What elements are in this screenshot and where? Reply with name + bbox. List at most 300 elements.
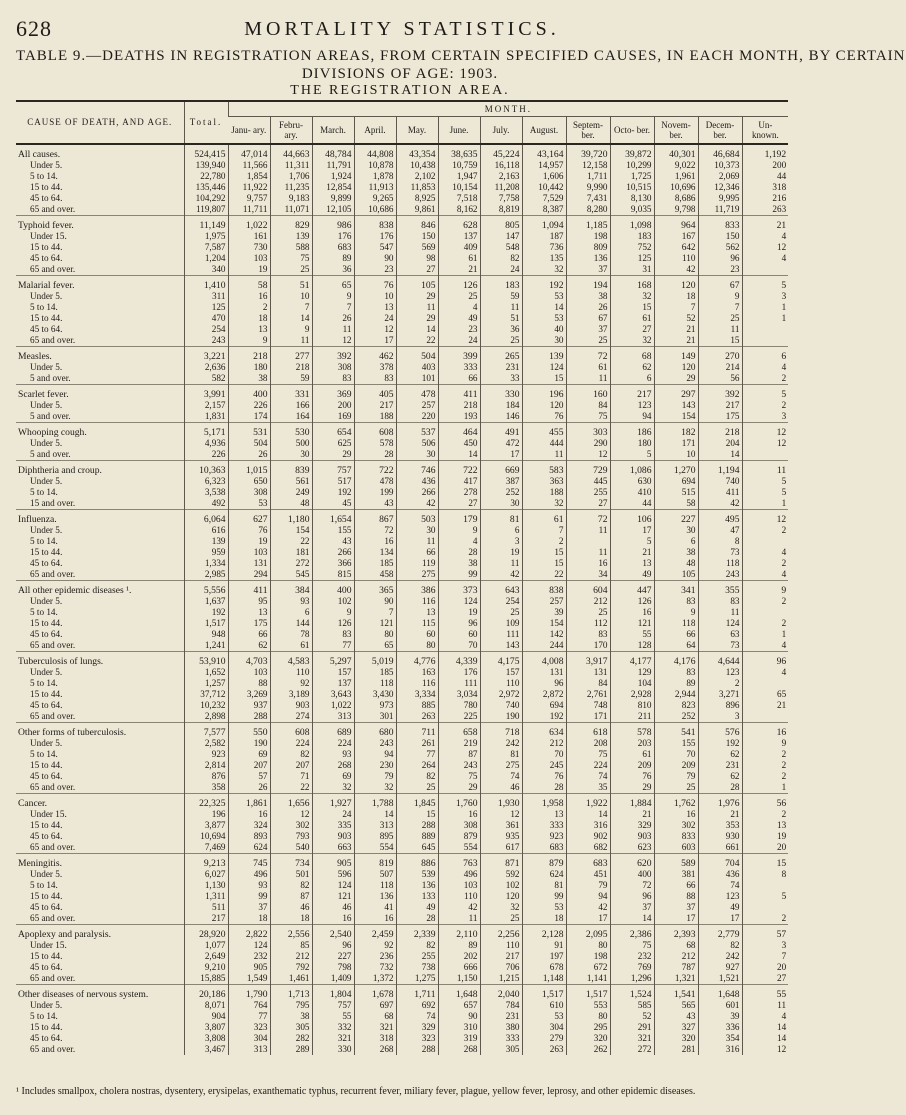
table-cell: 82 (698, 940, 742, 951)
table-cell: 231 (480, 1011, 522, 1022)
table-cell: 268 (312, 760, 354, 771)
table-cell: 65 (354, 640, 396, 652)
table-cell: 21 (698, 809, 742, 820)
row-label: 5 to 14. (30, 171, 58, 181)
table-cell: 4,583 (270, 652, 312, 668)
table-cell: 2,872 (522, 689, 566, 700)
table-cell: 169 (312, 411, 354, 423)
table-cell: 2,163 (480, 171, 522, 182)
table-cell: 1,275 (396, 973, 438, 985)
table-cell: 10,442 (522, 182, 566, 193)
table-cell: 3,991 (184, 385, 228, 401)
table-cell: 2,386 (610, 925, 654, 941)
table-cell: 66 (438, 373, 480, 385)
table-cell: 308 (312, 362, 354, 373)
table-cell: 217 (184, 913, 228, 925)
table-cell: 135 (522, 253, 566, 264)
table-cell: 183 (480, 276, 522, 292)
row-label: Under 5. (30, 667, 63, 677)
table-cell: 72 (354, 525, 396, 536)
table-cell: 9 (312, 291, 354, 302)
table-cell: 838 (354, 216, 396, 232)
table-cell: 218 (698, 423, 742, 439)
table-cell: 89 (438, 940, 480, 951)
table-cell: 207 (270, 760, 312, 771)
table-cell: 20,186 (184, 985, 228, 1001)
row-label: 5 to 14. (30, 749, 58, 759)
age-row (16, 951, 788, 962)
table-cell: 32 (610, 291, 654, 302)
table-cell: 125 (610, 253, 654, 264)
table-cell: 76 (522, 771, 566, 782)
table-cell: 323 (228, 1022, 270, 1033)
table-cell: 198 (566, 231, 610, 242)
table-cell: 22 (522, 569, 566, 581)
table-cell: 553 (566, 1000, 610, 1011)
table-cell: 7,758 (480, 193, 522, 204)
table-cell: 19 (742, 831, 788, 842)
table-cell: 83 (698, 596, 742, 607)
table-cell: 507 (354, 869, 396, 880)
table-cell: 25 (566, 607, 610, 618)
table-cell: 689 (312, 723, 354, 739)
table-cell: 112 (566, 618, 610, 629)
table-cell: 61 (270, 640, 312, 652)
table-cell: 603 (654, 842, 698, 854)
table-cell: 10,154 (438, 182, 480, 193)
table-cell: 78 (270, 629, 312, 640)
row-label: 5 to 14. (30, 1011, 58, 1021)
table-cell: 905 (312, 854, 354, 870)
table-cell: 3 (742, 411, 788, 423)
table-cell: 94 (610, 411, 654, 423)
table-cell: 12,854 (312, 182, 354, 193)
month-column-header: June. (438, 117, 480, 145)
table-cell: 478 (396, 385, 438, 401)
table-cell: 380 (480, 1022, 522, 1033)
row-label: 65 and over. (30, 1044, 76, 1054)
table-cell: 110 (480, 678, 522, 689)
table-cell: 136 (396, 880, 438, 891)
table-cell: 17 (654, 913, 698, 925)
table-cell: 21 (654, 324, 698, 335)
table-cell: 959 (184, 547, 228, 558)
table-cell: 22 (270, 782, 312, 794)
table-cell: 16 (438, 809, 480, 820)
table-cell: 82 (270, 749, 312, 760)
table-cell: 810 (610, 700, 654, 711)
row-label: 15 to 44. (30, 618, 63, 628)
table-cell: 4,703 (228, 652, 270, 668)
table-cell: 103 (438, 880, 480, 891)
table-cell: 320 (654, 1033, 698, 1044)
table-cell: 66 (228, 629, 270, 640)
table-cell: 541 (654, 723, 698, 739)
table-cell: 49 (698, 902, 742, 913)
table-cell: 2 (742, 913, 788, 925)
table-cell: 272 (270, 558, 312, 569)
table-cell: 12,346 (698, 182, 742, 193)
table-cell: 12 (742, 423, 788, 439)
table-cell: 1,215 (480, 973, 522, 985)
table-cell: 33 (480, 373, 522, 385)
table-cell: 1,541 (654, 985, 698, 1001)
table-cell: 524,415 (184, 144, 228, 160)
table-cell: 34 (566, 569, 610, 581)
table-cell: 288 (396, 1044, 438, 1055)
table-cell: 973 (354, 700, 396, 711)
row-label: Typhoid fever. (16, 216, 184, 232)
age-row (16, 678, 788, 689)
table-cell: 218 (438, 400, 480, 411)
table-cell: 504 (396, 347, 438, 363)
table-cell: 787 (654, 962, 698, 973)
table-cell: 25 (480, 913, 522, 925)
table-cell: 450 (438, 438, 480, 449)
table-cell: 746 (396, 461, 438, 477)
table-cell: 123 (698, 891, 742, 902)
table-cell: 740 (480, 700, 522, 711)
table-cell: 1,410 (184, 276, 228, 292)
table-cell: 1,257 (184, 678, 228, 689)
table-cell: 704 (698, 854, 742, 870)
table-cell: 262 (566, 1044, 610, 1055)
table-cell: 46 (270, 902, 312, 913)
table-cell: 157 (480, 667, 522, 678)
table-cell: 135,446 (184, 182, 228, 193)
table-cell: 102 (312, 596, 354, 607)
table-cell: 1,270 (654, 461, 698, 477)
row-label: Under 5. (30, 476, 63, 486)
table-cell: 948 (184, 629, 228, 640)
table-cell: 329 (610, 820, 654, 831)
table-cell: 68 (654, 940, 698, 951)
age-row (16, 253, 788, 264)
table-cell: 23 (354, 264, 396, 276)
table-cell: 545 (270, 569, 312, 581)
table-cell: 103 (228, 253, 270, 264)
table-cell: 29 (396, 313, 438, 324)
table-cell: 14 (742, 1033, 788, 1044)
table-cell: 829 (270, 216, 312, 232)
table-cell: 167 (654, 231, 698, 242)
table-cell: 11 (742, 1000, 788, 1011)
table-cell: 903 (312, 831, 354, 842)
cause-row (16, 216, 788, 232)
table-cell: 1,521 (698, 973, 742, 985)
table-cell: 21 (438, 264, 480, 276)
table-cell: 793 (270, 831, 312, 842)
table-cell: 588 (270, 242, 312, 253)
table-cell: 25 (654, 782, 698, 794)
table-cell: 3,808 (184, 1033, 228, 1044)
age-row (16, 438, 788, 449)
table-cell: 32 (480, 902, 522, 913)
table-cell: 110 (480, 940, 522, 951)
table-cell: 1,180 (270, 510, 312, 526)
table-cell (742, 449, 788, 461)
table-cell (742, 264, 788, 276)
table-cell: 110 (438, 891, 480, 902)
table-cell: 74 (396, 1011, 438, 1022)
table-cell: 161 (228, 231, 270, 242)
table-cell: 445 (566, 476, 610, 487)
table-cell: 511 (184, 902, 228, 913)
table-cell: 69 (312, 771, 354, 782)
age-row (16, 831, 788, 842)
table-cell: 666 (438, 962, 480, 973)
age-row (16, 782, 788, 794)
area-title: THE REGISTRATION AREA. (290, 83, 510, 98)
table-cell: 275 (396, 569, 438, 581)
table-cell: 1,372 (354, 973, 396, 985)
table-cell: 18 (228, 913, 270, 925)
table-cell: 171 (654, 438, 698, 449)
table-cell: 1,927 (312, 794, 354, 810)
table-cell: 66 (396, 547, 438, 558)
table-cell: 1,711 (566, 171, 610, 182)
table-cell: 400 (610, 869, 654, 880)
table-cell: 1,148 (522, 973, 566, 985)
table-cell: 784 (480, 1000, 522, 1011)
table-cell: 304 (522, 1022, 566, 1033)
table-cell: 578 (354, 438, 396, 449)
row-label: 45 to 64. (30, 902, 63, 912)
table-cell: 23 (438, 324, 480, 335)
table-cell: 77 (312, 640, 354, 652)
row-label: Whooping cough. (16, 423, 184, 439)
table-cell: 867 (354, 510, 396, 526)
table-cell: 154 (270, 525, 312, 536)
table-cell: 14 (438, 449, 480, 461)
table-cell: 1,648 (698, 985, 742, 1001)
table-cell: 7,577 (184, 723, 228, 739)
table-cell: 10,686 (354, 204, 396, 216)
table-cell: 302 (654, 820, 698, 831)
table-cell: 10,694 (184, 831, 228, 842)
table-cell: 2,256 (480, 925, 522, 941)
table-cell: 8 (742, 869, 788, 880)
table-cell: 232 (610, 951, 654, 962)
table-cell: 492 (184, 498, 228, 510)
table-cell: 11,922 (228, 182, 270, 193)
table-cell: 84 (566, 400, 610, 411)
table-cell: 255 (566, 487, 610, 498)
table-cell: 384 (270, 581, 312, 597)
table-cell: 1,141 (566, 973, 610, 985)
table-cell: 81 (480, 749, 522, 760)
table-cell: 42 (480, 569, 522, 581)
table-cell: 694 (522, 700, 566, 711)
table-cell: 257 (396, 400, 438, 411)
table-cell: 780 (438, 700, 480, 711)
table-cell: 4,175 (480, 652, 522, 668)
table-cell: 6 (480, 525, 522, 536)
table-cell: 180 (610, 438, 654, 449)
row-label: 45 to 64. (30, 253, 63, 263)
table-cell: 94 (566, 891, 610, 902)
table-cell: 7 (270, 302, 312, 313)
table-cell: 2,110 (438, 925, 480, 941)
table-cell: 104,292 (184, 193, 228, 204)
table-cell: 444 (522, 438, 566, 449)
age-row (16, 558, 788, 569)
age-row (16, 689, 788, 700)
table-cell: 464 (438, 423, 480, 439)
row-label: 45 to 64. (30, 324, 63, 334)
table-cell: 227 (312, 951, 354, 962)
table-cell: 624 (522, 869, 566, 880)
table-cell: 3,269 (228, 689, 270, 700)
table-cell: 255 (396, 951, 438, 962)
table-cell: 38 (654, 547, 698, 558)
table-cell: 4 (438, 536, 480, 547)
table-cell: 2,102 (396, 171, 438, 182)
table-cell: 38 (438, 558, 480, 569)
table-cell: 585 (610, 1000, 654, 1011)
table-cell: 658 (438, 723, 480, 739)
table-cell: 923 (184, 749, 228, 760)
table-cell: 879 (438, 831, 480, 842)
table-cell: 11 (438, 913, 480, 925)
table-cell: 212 (654, 951, 698, 962)
table-cell: 37 (228, 902, 270, 913)
table-cell: 1,654 (312, 510, 354, 526)
row-label: Under 15. (30, 809, 67, 819)
age-row (16, 940, 788, 951)
table-cell: 10,232 (184, 700, 228, 711)
table-cell: 11,235 (270, 182, 312, 193)
table-cell: 124 (522, 362, 566, 373)
table-cell: 24 (312, 809, 354, 820)
table-cell: 722 (354, 461, 396, 477)
table-cell: 399 (438, 347, 480, 363)
table-cell: 154 (654, 411, 698, 423)
table-cell: 295 (566, 1022, 610, 1033)
table-cell: 72 (610, 880, 654, 891)
table-cell: 279 (522, 1033, 566, 1044)
month-header: MONTH. (228, 101, 788, 117)
table-cell: 669 (480, 461, 522, 477)
table-cell: 119,807 (184, 204, 228, 216)
table-cell: 188 (354, 411, 396, 423)
table-cell: 187 (522, 231, 566, 242)
table-cell: 53 (522, 1011, 566, 1022)
table-cell: 554 (354, 842, 396, 854)
table-cell: 16 (228, 809, 270, 820)
age-row (16, 607, 788, 618)
table-cell: 61 (610, 313, 654, 324)
table-cell: 335 (312, 820, 354, 831)
table-cell: 53 (522, 291, 566, 302)
table-cell: 2 (742, 809, 788, 820)
table-cell: 58 (228, 276, 270, 292)
table-cell: 3 (742, 940, 788, 951)
table-cell: 35 (566, 782, 610, 794)
table-cell: 871 (480, 854, 522, 870)
table-cell: 683 (566, 854, 610, 870)
row-label: 15 to 44. (30, 891, 63, 901)
table-cell: 157 (312, 667, 354, 678)
table-cell: 879 (522, 854, 566, 870)
table-cell: 231 (480, 362, 522, 373)
table-cell: 55 (610, 629, 654, 640)
table-cell: 769 (610, 962, 654, 973)
table-cell: 1,241 (184, 640, 228, 652)
table-cell: 226 (184, 449, 228, 461)
running-head: MORTALITY STATISTICS. (244, 18, 560, 40)
table-cell: 2,040 (480, 985, 522, 1001)
cause-row (16, 276, 788, 292)
table-cell: 252 (654, 711, 698, 723)
table-cell: 14 (522, 302, 566, 313)
footnote: ¹ Includes smallpox, cholera nostras, dysentery, erysipelas, exanthematic typhus, recurrent fever, miliary fever, plague, yellow fever, leprosy, and other epidemic diseases. (16, 1086, 696, 1097)
table-cell: 5,019 (354, 652, 396, 668)
table-cell: 51 (270, 276, 312, 292)
table-cell: 576 (698, 723, 742, 739)
table-cell: 1,854 (228, 171, 270, 182)
table-cell: 4,176 (654, 652, 698, 668)
table-cell: 624 (228, 842, 270, 854)
table-cell: 354 (698, 1033, 742, 1044)
table-cell: 531 (228, 423, 270, 439)
table-cell: 81 (522, 880, 566, 891)
table-cell: 32 (522, 264, 566, 276)
table-cell: 105 (396, 276, 438, 292)
table-cell: 654 (312, 423, 354, 439)
table-cell: 28 (698, 782, 742, 794)
table-cell: 288 (396, 820, 438, 831)
table-cell: 736 (522, 242, 566, 253)
table-cell: 10 (270, 291, 312, 302)
table-cell: 321 (354, 1022, 396, 1033)
table-cell: 68 (610, 347, 654, 363)
table-cell: 7,469 (184, 842, 228, 854)
table-cell: 214 (698, 362, 742, 373)
month-column-header: August. (522, 117, 566, 145)
table-cell: 48 (270, 498, 312, 510)
age-row (16, 1000, 788, 1011)
row-label: Under 15. (30, 231, 67, 241)
table-cell: 324 (228, 820, 270, 831)
table-cell: 11 (480, 558, 522, 569)
table-cell: 11 (566, 547, 610, 558)
table-cell: 503 (396, 510, 438, 526)
table-cell: 75 (566, 411, 610, 423)
age-row (16, 313, 788, 324)
table-cell: 9,798 (654, 204, 698, 216)
table-cell: 224 (312, 738, 354, 749)
table-cell: 548 (480, 242, 522, 253)
age-row (16, 760, 788, 771)
table-cell: 18 (270, 913, 312, 925)
table-cell: 101 (396, 373, 438, 385)
table-cell: 95 (228, 596, 270, 607)
table-cell: 643 (480, 581, 522, 597)
table-cell: 96 (522, 678, 566, 689)
table-cell: 496 (228, 869, 270, 880)
table-cell: 96 (610, 891, 654, 902)
table-cell: 198 (566, 951, 610, 962)
row-label: Under 15. (30, 940, 67, 950)
table-cell: 38 (566, 291, 610, 302)
table-cell: 833 (654, 831, 698, 842)
table-cell: 12 (742, 438, 788, 449)
cause-row (16, 385, 788, 401)
table-cell: 4 (742, 640, 788, 652)
table-cell: 833 (698, 216, 742, 232)
table-cell: 83 (654, 667, 698, 678)
